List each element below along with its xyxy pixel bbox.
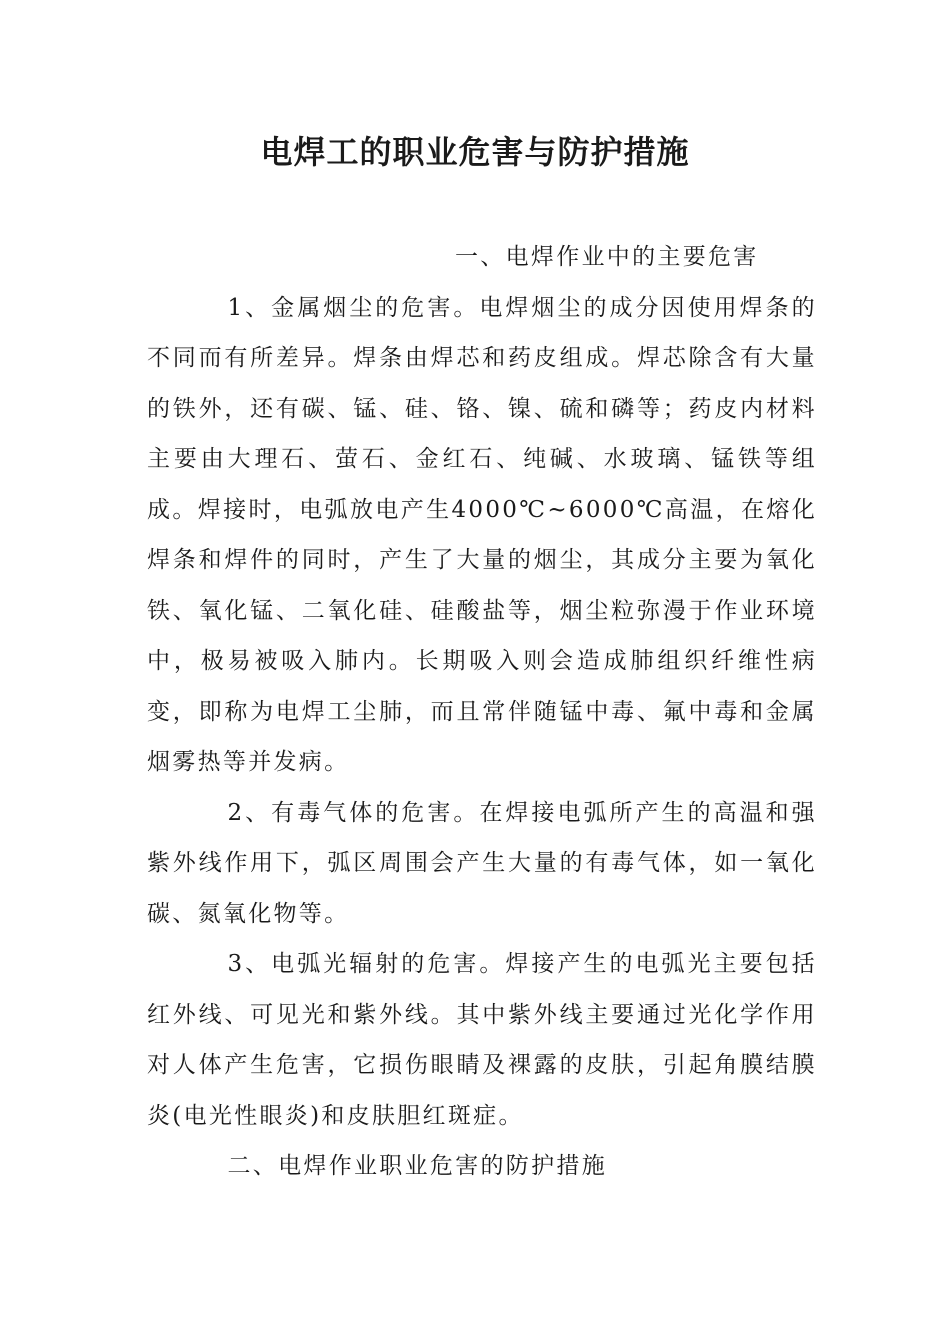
document-title: 电焊工的职业危害与防护措施: [260, 133, 690, 171]
document-body: [147, 232, 817, 1192]
paragraph-metal-fume: 1、金属烟尘的危害。电焊烟尘的成分因使用焊条的不同而有所差异。焊条由焊芯和药皮组成。焊芯除含有大量的铁外，还有碳、锰、硅、铬、镍、硫和磷等；药皮内材料主要由大理石、萤石、金红石、纯碱、水玻璃、锰铁等组成。焊接时，电弧放电产生4000℃~6000℃高温，在熔化焊条和焊件的同时，产生了大量的烟尘，其成分主要为氧化铁、氧化锰、二氧化硅、硅酸盐等，烟尘粒弥漫于作业环境中，极易被吸入肺内。长期吸入则会造成肺组织纤维性病变，即称为电焊工尘肺，而且常伴随锰中毒、氟中毒和金属烟雾热等并发病。: [147, 294, 817, 775]
section-heading-hazards: 一、电焊作业中的主要危害: [455, 244, 759, 270]
section-heading-protection: 二、电焊作业职业危害的防护措施: [227, 1153, 607, 1179]
paragraph-toxic-gas: 2、有毒气体的危害。在焊接电弧所产生的高温和强紫外线作用下，弧区周围会产生大量的有毒气体，如一氧化碳、氮氧化物等。: [147, 799, 817, 927]
paragraph-arc-radiation: 3、电弧光辐射的危害。焊接产生的电弧光主要包括红外线、可见光和紫外线。其中紫外线主要通过光化学作用对人体产生危害，它损伤眼睛及裸露的皮肤，引起角膜结膜炎(电光性眼炎)和皮肤胆红斑症。: [147, 951, 817, 1129]
